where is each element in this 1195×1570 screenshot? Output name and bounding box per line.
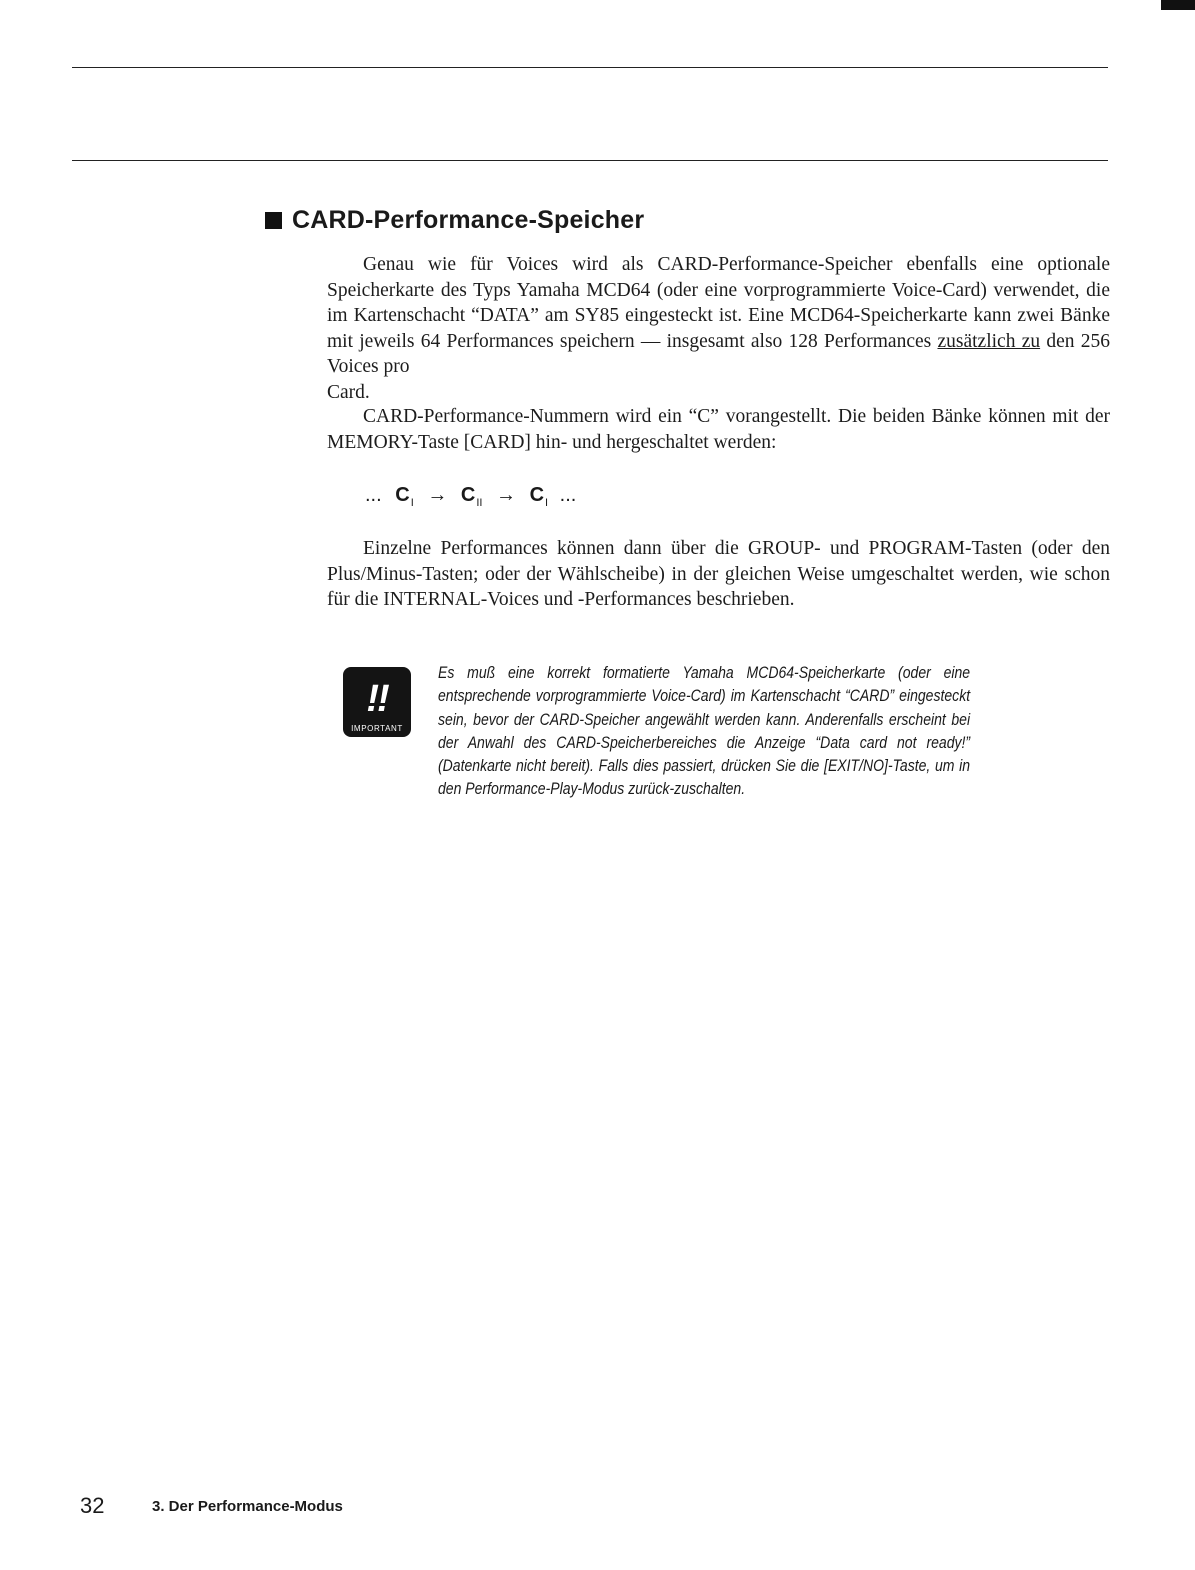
paragraph-card-memory: [327, 252, 1110, 406]
page-number: 32: [80, 1493, 105, 1518]
bank-item: [460, 484, 483, 509]
bank-letter: C: [460, 484, 476, 506]
paragraph-text: Genau wie für Voices wird als CARD-Performance-Speicher ebenfalls eine optionale Speicherkarte des Typs Yamaha MCD64 (oder eine vorprogrammierte Voice-Card) verwendet, die im Kartenschacht “DATA” am SY85 eingesteckt ist. Eine MCD64-Speicherkarte kann zwei Bänke mit jeweils 64 Performances speichern — insgesamt also 128 Performances: [327, 254, 1110, 352]
header-rule-top: [72, 67, 1108, 68]
header-rule-bottom: [72, 160, 1108, 161]
bank-subscript: II: [476, 497, 483, 509]
important-label: IMPORTANT: [351, 724, 403, 733]
bank-item: [395, 484, 414, 509]
ellipsis-end: ...: [559, 484, 577, 506]
bank-letter: C: [395, 484, 410, 506]
scan-corner-mark: [1161, 0, 1195, 10]
ellipsis-start: ...: [365, 484, 382, 506]
paragraph-text: Einzelne Performances können dann über die GROUP- und PROGRAM-Tasten (oder den Plus/Minus-Tasten; oder der Wählscheibe) in der gleichen Weise umgeschaltet werden, wie schon für die INTERNAL-Voices und -Performances beschrieben.: [327, 538, 1110, 611]
section-heading: [265, 206, 644, 235]
bank-letter: C: [529, 484, 545, 506]
emphasis-underline: zusätzlich zu: [937, 330, 1041, 352]
bank-sequence: [365, 484, 576, 509]
important-note: [438, 662, 971, 802]
paragraph-text-end: den 256 Voices pro: [327, 330, 1111, 378]
bank-subscript: I: [545, 497, 549, 509]
arrow-right-icon: →: [496, 484, 517, 506]
exclamation-marks: !!: [366, 678, 388, 720]
square-bullet-icon: [265, 212, 282, 229]
bank-subscript: I: [410, 497, 414, 509]
paragraph-text-card: Card.: [327, 381, 370, 403]
paragraph-text: CARD-Performance-Nummern wird ein “C” vorangestellt. Die beiden Bänke können mit der MEMORY-Taste [CARD] hin- und hergeschaltet werden:: [327, 406, 1110, 453]
paragraph-card-numbers: [327, 404, 1110, 455]
paragraph-switching: [327, 536, 1110, 613]
important-note-text: Es muß eine korrekt formatierte Yamaha MCD64-Speicherkarte (oder eine entsprechende vorprogrammierte Voice-Card) im Kartenschacht “CARD” eingesteckt sein, bevor der CARD-Speicher angewählt werden kann. Anderenfalls erscheint bei der Anwahl des CARD-Speicherbereiches die Anzeige “Data card not ready!” (Datenkarte nicht bereit). Falls dies passiert, drücken Sie die [EXIT/NO]-Taste, um in den Performance-Play-Modus zurück-zuschalten.: [438, 664, 971, 799]
arrow-right-icon: →: [427, 484, 448, 506]
important-icon: [343, 667, 411, 737]
section-title-text: CARD-Performance-Speicher: [292, 206, 645, 234]
bank-item: [529, 484, 549, 509]
chapter-title: 3. Der Performance-Modus: [152, 1498, 343, 1515]
